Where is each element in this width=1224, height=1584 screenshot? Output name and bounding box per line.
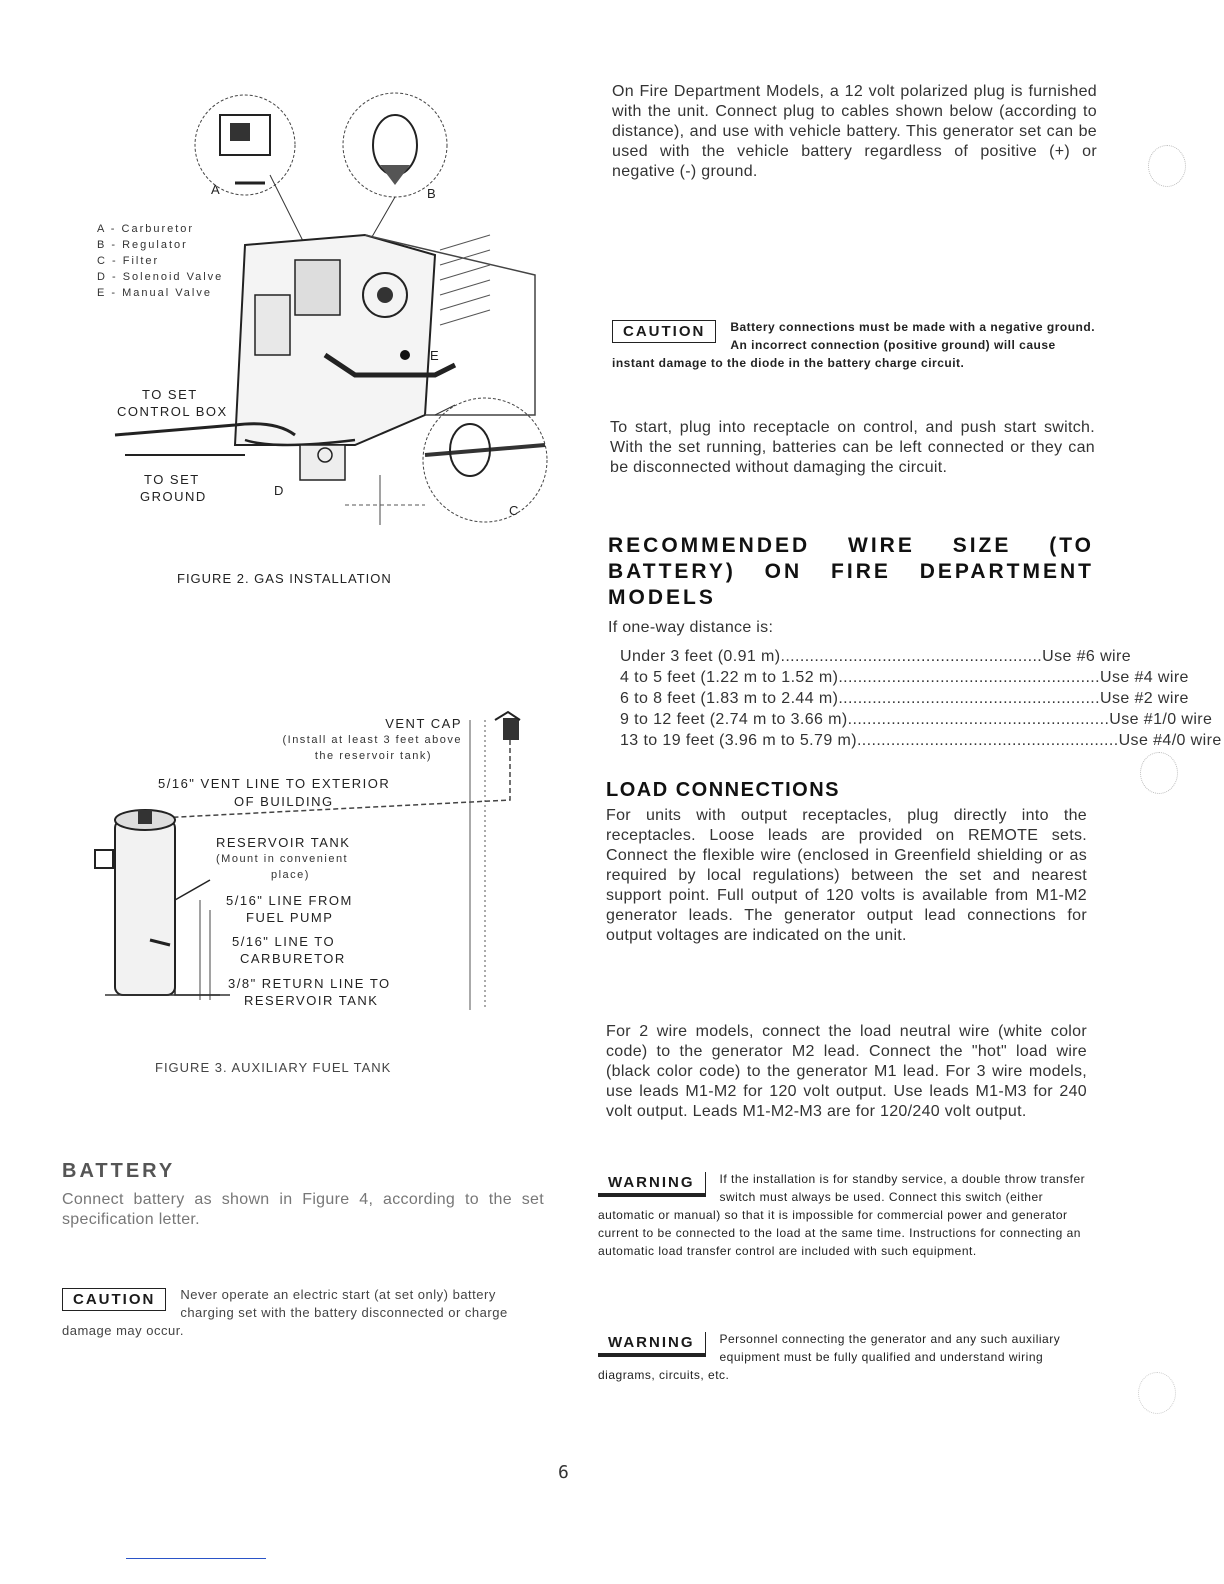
- right-caution-box: [612, 318, 1097, 372]
- vent-line-2: OF BUILDING: [234, 794, 334, 809]
- battery-text: Connect battery as shown in Figure 4, according to the set specification letter.: [62, 1191, 544, 1228]
- vent-cap-note-1: (Install at least 3 feet above: [282, 734, 462, 746]
- return-line-1: 3/8" RETURN LINE TO: [228, 976, 391, 991]
- wire-use: Use #1/0 wire: [1109, 711, 1213, 728]
- warning-badge: WARNING: [598, 1172, 706, 1197]
- legend-carburetor: A - Carburetor: [97, 223, 195, 235]
- vent-cap-note-2: the reservoir tank): [314, 750, 432, 762]
- wire-row: 9 to 12 feet (2.74 m to 3.66 m) ...................................................... Use #1/0 wire: [620, 711, 1213, 728]
- to-set-ground-label: [140, 471, 207, 505]
- figure3-caption: FIGURE 3. AUXILIARY FUEL TANK: [155, 1060, 392, 1075]
- wire-size-heading: RECOMMENDED WIRE SIZE (TO BATTERY) ON FIRE DEPARTMENT MODELS: [608, 534, 1094, 609]
- legend-manual-valve: E - Manual Valve: [97, 287, 212, 299]
- battery-heading: BATTERY: [62, 1160, 176, 1182]
- start-text: To start, plug into receptacle on control, and push start switch. With the set running, batteries can be left connected or they can be disconnected without damaging the circuit.: [610, 419, 1095, 476]
- callout-b: B: [427, 186, 438, 201]
- battery-caution-badge: CAUTION: [62, 1288, 166, 1311]
- control-box-line2: CONTROL BOX: [117, 404, 228, 419]
- reservoir-tank-label: [216, 835, 350, 883]
- fuel-pump-line-label: [226, 892, 353, 926]
- control-box-line1: TO SET: [142, 387, 198, 402]
- figure2-legend: [97, 221, 257, 301]
- reservoir-note-1: (Mount in convenient: [216, 853, 349, 865]
- reservoir-note-2: place): [271, 869, 310, 881]
- warning-transfer-text: If the installation is for standby service, a double throw transfer switch must always be used. Connect this switch (either automatic or manual) so that it is impossible for commercial power and generator current to be connected to the load at the same time. Instructions for connecting an automatic load transfer control are included with such equipment.: [598, 1172, 1086, 1258]
- fuel-line-1: 5/16" LINE FROM: [226, 893, 353, 908]
- scan-hole-mark: [1148, 145, 1186, 187]
- load-connections-text-1: For units with output receptacles, plug directly into the receptacles. Loose leads are provided on REMOTE sets. Connect the flexible wire (enclosed in Greenfield shielding or as required by local regulations) between the set and nearest support point. Full output of 120 volts is available from M1-M2 generator leads. The generator output lead connections for output voltages are indicated on the unit.: [606, 807, 1087, 944]
- wire-row: Under 3 feet (0.91 m) ...................................................... Use #6 wire: [620, 648, 1132, 665]
- wire-distance: 6 to 8 feet (1.83 m to 2.44 m): [620, 690, 839, 707]
- load-connections-text-2: For 2 wire models, connect the load neutral wire (white color code) to the generator M2 lead. Connect the "hot" load wire (black color code) to the generator M1 lead. For 3 wire models, use leads M1-M2 for 120 volt output. Use leads M1-M3 for 240 volt output. Leads M1-M2-M3 are for 120/240 volt output.: [606, 1023, 1087, 1120]
- carburetor-line-label: [232, 933, 346, 967]
- return-line-2: RESERVOIR TANK: [244, 993, 379, 1008]
- carb-line-2: CARBURETOR: [240, 951, 346, 966]
- callout-d: D: [274, 483, 285, 498]
- scan-hole-mark: [1140, 752, 1178, 794]
- vent-line-label: [158, 775, 390, 811]
- wire-distance: Under 3 feet (0.91 m): [620, 648, 781, 665]
- legend-filter: C - Filter: [97, 255, 160, 267]
- wire-size-table: [620, 646, 1222, 751]
- callout-a: A: [211, 182, 222, 197]
- carb-line-1: 5/16" LINE TO: [232, 934, 336, 949]
- wire-use: Use #4 wire: [1099, 669, 1189, 686]
- fire-dept-intro: On Fire Department Models, a 12 volt polarized plug is furnished with the unit. Connect plug to cables shown below (according to distance), and use with vehicle battery. This generator set can be used with the vehicle battery regardless of positive (+) or negative (-) ground.: [612, 83, 1097, 180]
- right-caution-badge: CAUTION: [612, 320, 716, 343]
- wire-row: 4 to 5 feet (1.22 m to 1.52 m) ...................................................... Use #4 wire: [620, 669, 1189, 686]
- vent-cap-title: VENT CAP: [385, 716, 462, 731]
- vent-cap-label: [240, 716, 462, 764]
- load-connections-heading: LOAD CONNECTIONS: [606, 779, 840, 801]
- right-caution-text: Battery connections must be made with a negative ground. An incorrect connection (positive ground) will cause instant damage to the diode in the battery charge circuit.: [612, 320, 1096, 370]
- vent-line-1: 5/16" VENT LINE TO EXTERIOR: [158, 776, 391, 791]
- callout-e: E: [430, 348, 441, 363]
- return-line-label: [228, 975, 391, 1009]
- wire-size-intro: If one-way distance is:: [608, 619, 774, 636]
- wire-use: Use #6 wire: [1042, 648, 1132, 665]
- page-number: 6: [558, 1462, 569, 1483]
- figure2-caption: FIGURE 2. GAS INSTALLATION: [177, 571, 392, 586]
- wire-row: 6 to 8 feet (1.83 m to 2.44 m) ...................................................... Use #2 wire: [620, 690, 1189, 707]
- footer-rule: [126, 1558, 266, 1559]
- wire-distance: 13 to 19 feet (3.96 m to 5.79 m): [620, 732, 857, 749]
- legend-regulator: B - Regulator: [97, 239, 188, 251]
- warning-personnel: [598, 1330, 1086, 1384]
- wire-use: Use #4/0 wire: [1118, 732, 1222, 749]
- warning-transfer-switch: [598, 1170, 1086, 1260]
- wire-use: Use #2 wire: [1099, 690, 1189, 707]
- battery-caution-box: [62, 1286, 544, 1340]
- reservoir-title: RESERVOIR TANK: [216, 835, 351, 850]
- to-set-control-box-label: [117, 386, 228, 420]
- wire-distance: 9 to 12 feet (2.74 m to 3.66 m): [620, 711, 848, 728]
- fuel-line-2: FUEL PUMP: [246, 910, 334, 925]
- legend-solenoid-valve: D - Solenoid Valve: [97, 271, 224, 283]
- wire-row: 13 to 19 feet (3.96 m to 5.79 m) ...................................................... Use #4/0 wire: [620, 732, 1222, 749]
- battery-caution-text: Never operate an electric start (at set only) battery charging set with the battery disconnected or charge damage may occur.: [62, 1287, 508, 1338]
- scan-hole-mark: [1138, 1372, 1176, 1414]
- warning-badge: WARNING: [598, 1332, 706, 1357]
- callout-c: C: [509, 503, 520, 518]
- warning-personnel-text: Personnel connecting the generator and any such auxiliary equipment must be fully qualified and understand wiring diagrams, circuits, etc.: [598, 1332, 1061, 1382]
- wire-distance: 4 to 5 feet (1.22 m to 1.52 m): [620, 669, 839, 686]
- ground-line1: TO SET: [144, 472, 200, 487]
- ground-line2: GROUND: [140, 489, 207, 504]
